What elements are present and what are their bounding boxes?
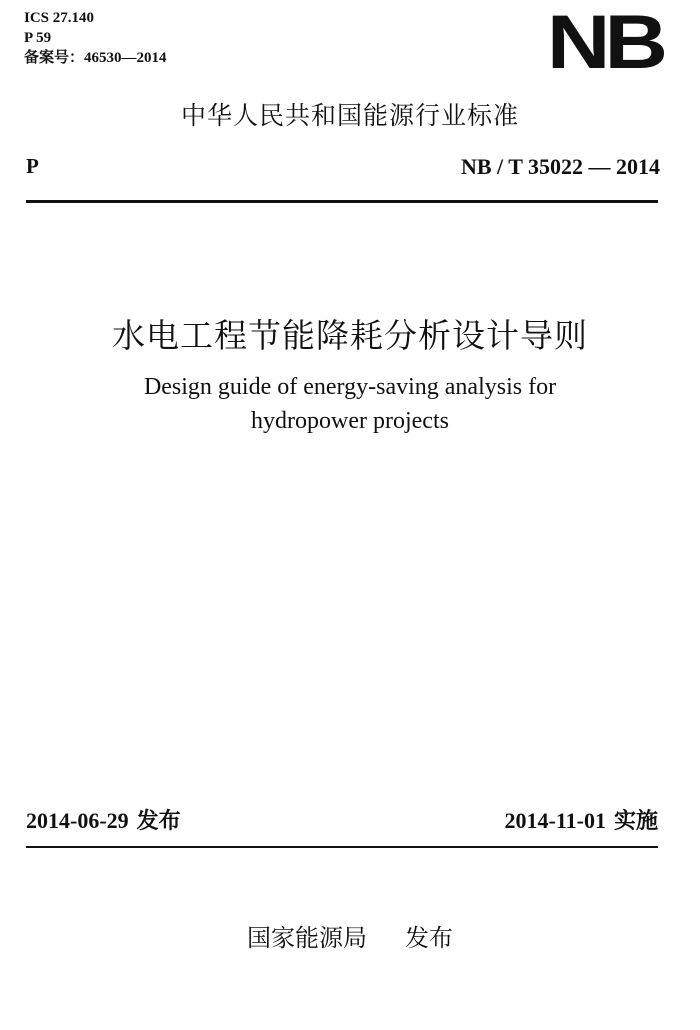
- implementation-date: 2014-11-01: [504, 808, 606, 833]
- issue-date-block: [26, 804, 181, 835]
- implementation-date-block: [505, 804, 658, 835]
- classification-letter: P: [26, 154, 39, 178]
- classification-code: P 59: [24, 30, 52, 46]
- title-english-line-1: Design guide of energy-saving analysis for: [143, 374, 557, 400]
- title-chinese: 水电工程节能降耗分析设计导则: [112, 316, 588, 355]
- top-divider: [26, 200, 658, 203]
- publisher-line: [0, 918, 700, 953]
- title-english: [0, 370, 700, 438]
- implementation-label: 实施: [613, 809, 658, 834]
- issue-date: 2014-06-29: [26, 808, 129, 833]
- document-metadata: [24, 8, 167, 68]
- ics-code: ICS 27.140: [24, 10, 95, 26]
- nb-logo: NB: [546, 0, 662, 85]
- publisher-name: 国家能源局: [247, 924, 367, 952]
- industry-standard-title: 中华人民共和国能源行业标准: [180, 101, 519, 130]
- publisher-action: 发布: [405, 924, 453, 952]
- bottom-divider: [26, 846, 658, 848]
- filing-number: 备案号：46530—2014: [24, 50, 167, 66]
- title-english-line-2: hydropower projects: [251, 408, 449, 434]
- issue-label: 发布: [136, 809, 181, 834]
- standard-number: NB / T 35022 — 2014: [460, 154, 660, 179]
